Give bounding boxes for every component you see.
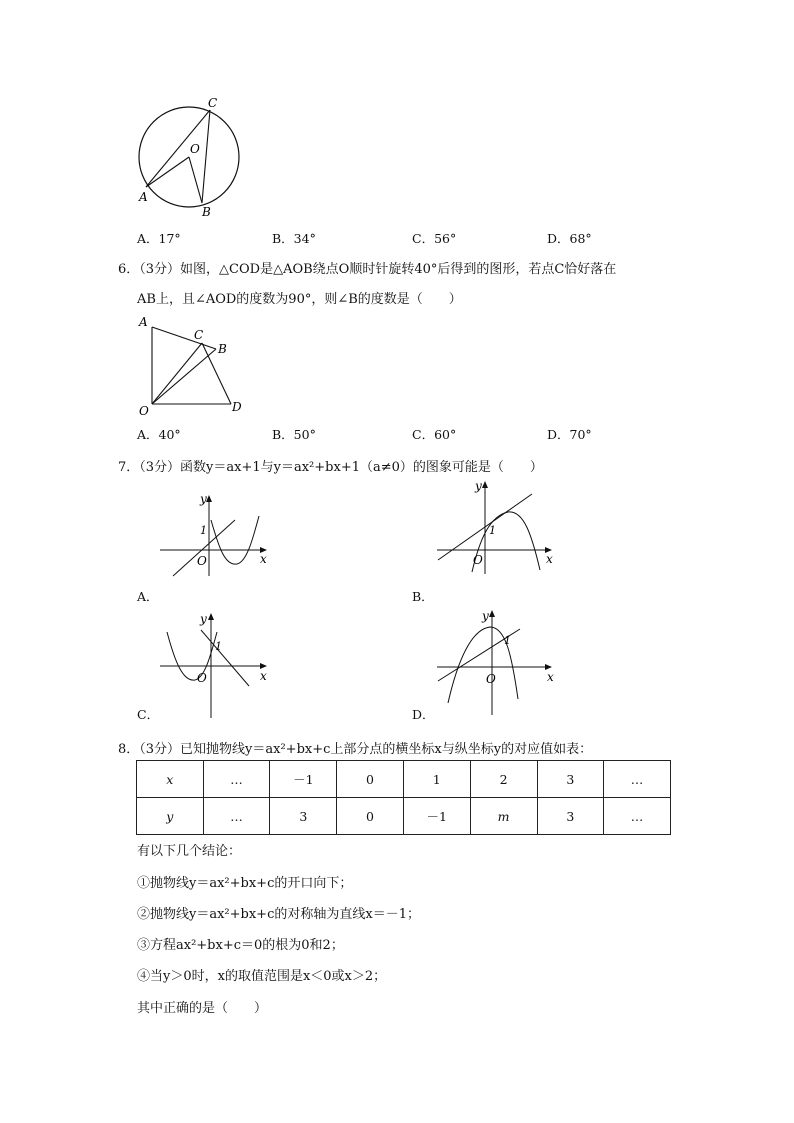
label-b: B <box>202 205 211 219</box>
table-cell: －1 <box>403 798 470 835</box>
axis-x: x <box>260 669 267 683</box>
option-d[interactable]: D．70° <box>547 427 592 442</box>
table-cell: … <box>203 798 270 835</box>
option-d[interactable]: D． <box>412 707 435 722</box>
label-a: A <box>139 315 148 329</box>
option-b[interactable]: B． <box>412 589 434 604</box>
table-cell: … <box>604 798 671 835</box>
table-cell: m <box>470 798 537 835</box>
axis-y: y <box>200 492 207 506</box>
table-cell: y <box>137 798 204 835</box>
label-c: C <box>208 96 218 110</box>
table-cell: －1 <box>270 761 337 798</box>
table-cell: 0 <box>337 761 404 798</box>
axis-origin: O <box>197 554 207 568</box>
table-cell: 0 <box>337 798 404 835</box>
option-a[interactable]: A． <box>137 589 159 604</box>
q7-text: 7．（3分）函数y＝ax+1与y＝ax²+bx+1（a≠0）的图象可能是（ ） <box>118 460 543 475</box>
axis-origin: O <box>473 553 483 567</box>
axis-x: x <box>260 552 267 566</box>
q8-conclusion-3: ③方程ax²+bx+c＝0的根为0和2； <box>137 938 344 953</box>
q8-text: 8．（3分）已知抛物线y＝ax²+bx+c上部分点的横坐标x与纵坐标y的对应值如表： <box>118 742 593 757</box>
axis-y: y <box>475 479 482 493</box>
table-cell: 3 <box>270 798 337 835</box>
q8-intro: 有以下几个结论： <box>137 844 242 859</box>
label-a: A <box>139 190 148 204</box>
axis-y: y <box>200 612 207 626</box>
table-cell: x <box>137 761 204 798</box>
q7-graph-d <box>432 607 562 717</box>
q5-circle-figure <box>130 95 250 220</box>
q7-graph-a <box>155 488 280 578</box>
axis-origin: O <box>486 672 496 686</box>
table-row <box>137 798 671 835</box>
axis-y: y <box>482 609 489 623</box>
option-a[interactable]: A．17° <box>137 231 181 246</box>
q8-question: 其中正确的是（ ） <box>137 1001 268 1016</box>
table-cell: 2 <box>470 761 537 798</box>
axis-origin: O <box>197 671 207 685</box>
axis-x: x <box>547 670 554 684</box>
q7-graph-c <box>155 610 280 720</box>
option-b[interactable]: B．50° <box>272 427 316 442</box>
option-d[interactable]: D．68° <box>547 231 592 246</box>
table-cell: … <box>604 761 671 798</box>
table-cell: 3 <box>537 761 604 798</box>
option-a[interactable]: A．40° <box>137 427 181 442</box>
q7-graph-b <box>432 476 562 576</box>
tick-one: 1 <box>504 634 511 647</box>
label-b: B <box>218 342 227 356</box>
q6-triangle-figure <box>134 313 254 418</box>
option-b[interactable]: B．34° <box>272 231 316 246</box>
q8-conclusion-1: ①抛物线y＝ax²+bx+c的开口向下； <box>137 876 353 891</box>
option-c[interactable]: C．60° <box>412 427 457 442</box>
label-c: C <box>194 328 204 342</box>
tick-one: 1 <box>200 524 207 537</box>
table-cell: 3 <box>537 798 604 835</box>
q8-conclusion-2: ②抛物线y＝ax²+bx+c的对称轴为直线x＝－1； <box>137 907 420 922</box>
q6-text-line2: AB上，且∠AOD的度数为90°，则∠B的度数是（ ） <box>137 292 462 307</box>
label-d: D <box>232 400 242 414</box>
label-o: O <box>139 404 149 418</box>
tick-one: 1 <box>215 640 222 653</box>
table-cell: … <box>203 761 270 798</box>
tick-one: 1 <box>489 524 496 537</box>
axis-x: x <box>546 552 553 566</box>
label-o: O <box>190 142 200 156</box>
q8-conclusion-4: ④当y＞0时，x的取值范围是x＜0或x＞2； <box>137 969 387 984</box>
option-c[interactable]: C． <box>137 707 160 722</box>
table-row <box>137 761 671 798</box>
q8-value-table <box>136 760 671 835</box>
table-cell: 1 <box>403 761 470 798</box>
q6-text-line1: 6．（3分）如图，△COD是△AOB绕点O顺时针旋转40°后得到的图形，若点C恰好落在 <box>118 262 617 277</box>
option-c[interactable]: C．56° <box>412 231 457 246</box>
